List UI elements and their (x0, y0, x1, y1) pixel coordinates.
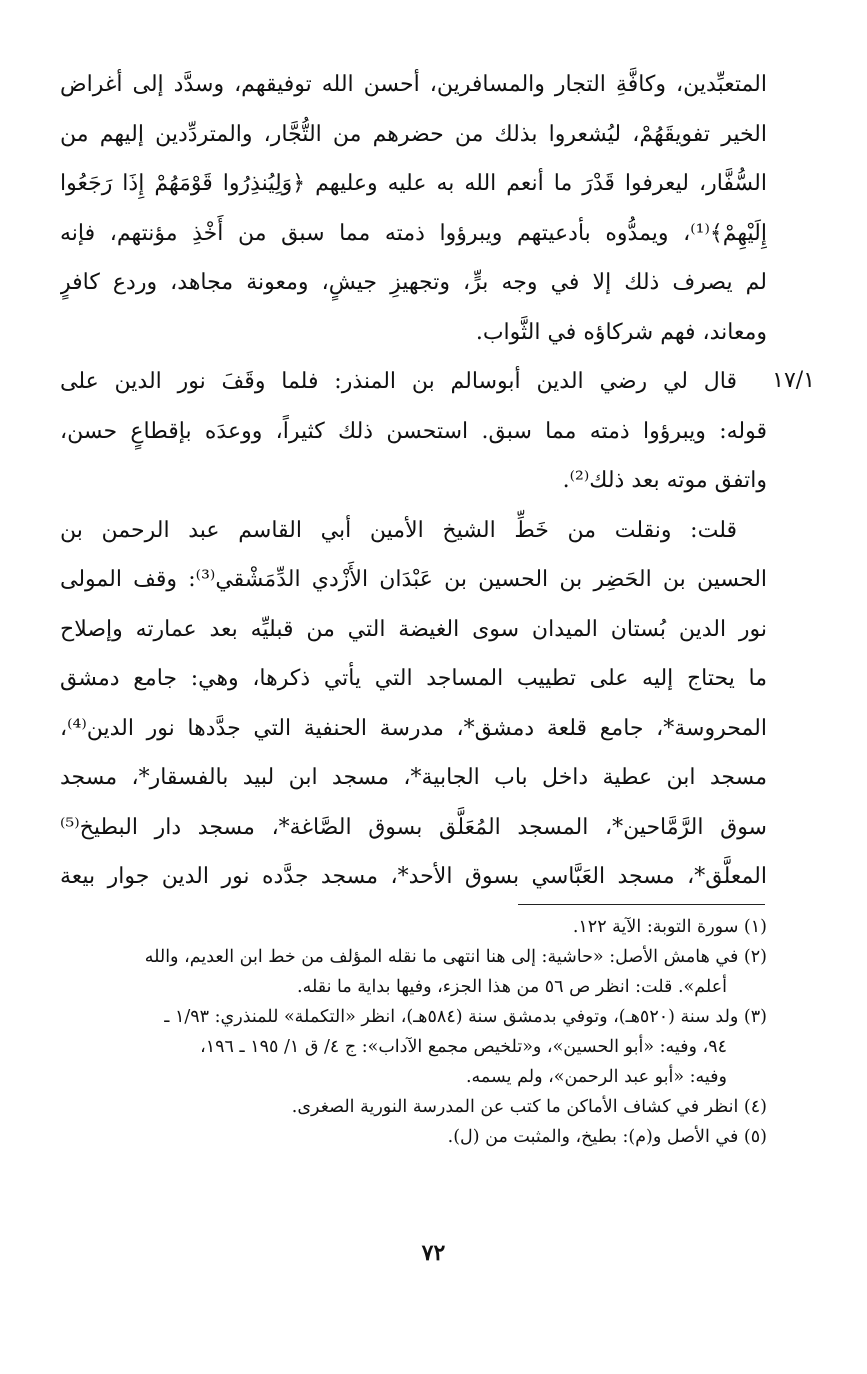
text-line: نور الدين بُستان الميدان سوى الغيضة التي من قبليِّه بعد عمارته وإصلاح (60, 616, 767, 642)
text-line: السُّفَّار، ليعرفوا قَدْرَ ما أنعم الله به عليه وعليهم ﴿وَلِيُنذِرُوا قَوْمَهُمْ إِذَا رَجَعُوا (60, 171, 767, 196)
footnote-line: (٤) انظر في كشاف الأماكن ما كتب عن المدرسة النورية الصغرى. (291, 1097, 767, 1117)
text-line: واتفق موته بعد ذلك⁽²⁾. (562, 468, 767, 493)
text-line: قلت: ونقلت من خَطِّ الشيخ الأمين أبي القاسم عبد الرحمن بن (60, 517, 737, 543)
footnote-line: ٩٤، وفيه: «أبو الحسين»، و«تلخيص مجمع الآداب»: ج ٤/ ق ١/ ١٩٥ ـ ١٩٦، (200, 1037, 727, 1057)
text-line: المعلَّق*، مسجد العَبَّاسي بسوق الأحد*، مسجد جدَّده نور الدين جوار بيعة (60, 864, 767, 889)
text-line: الخير تفويقَهُمْ، ليُشعروا بذلك من حضرهم من التُّجَّار، والمتردِّدين إليهم من (60, 121, 767, 147)
text-line: المتعبِّدين، وكافَّةِ التجار والمسافرين، أحسن الله توفيقهم، وسدَّد إلى أغراض (60, 72, 767, 97)
footnotes (60, 912, 767, 1152)
text-line: قال لي رضي الدين أبوسالم بن المنذر: فلما وقَفَ نور الدين على (60, 369, 737, 394)
text-line: ومعاند، فهم شركاؤه في الثَّواب. (475, 319, 767, 345)
text-line: ما يحتاج إليه على تطييب المساجد التي يأتي ذكرها، وهي: جامع دمشق (60, 666, 767, 691)
text-line: سوق الرَّمَّاحين*، المسجد المُعَلَّق بسوق الصَّاغة*، مسجد دار البطيخ⁽⁵⁾ (60, 814, 767, 840)
text-line: مسجد ابن عطية داخل باب الجابية*، مسجد ابن لبيد بالفسقار*، مسجد (60, 765, 767, 790)
text-line: قوله: ويبرؤوا ذمته مما سبق. استحسن ذلك كثيراً، ووعدَه بإقطاعٍ حسن، (60, 418, 767, 444)
footnote-line: (٣) ولد سنة (٥٢٠هـ)، وتوفي بدمشق سنة (٥٨٤هـ)، انظر «التكملة» للمنذري: ١/٩٣ ـ (164, 1007, 767, 1027)
footnote-line: (١) سورة التوبة: الآية ١٢٢. (572, 917, 767, 937)
footnote-divider (518, 904, 765, 905)
main-text (60, 60, 767, 902)
page-number: ٧٢ (421, 1240, 446, 1266)
footnote-line: (٢) في هامش الأصل: «حاشية: إلى هنا انتهى ما نقله المؤلف من خط ابن العديم، والله (144, 947, 767, 967)
text-line: إِلَيْهِمْ﴾⁽¹⁾، ويمدُّوه بأدعيتهم ويبرؤوا ذمته مما سبق من أَخْذِ مؤنتهم، فإنه (60, 220, 767, 246)
text-line: لم يصرف ذلك إلا في وجه برٍّ، وتجهيزِ جيشٍ، ومعونة مجاهد، وردع كافرٍ (60, 270, 767, 295)
footnote-line: أعلم». قلت: انظر ص ٥٦ من هذا الجزء، وفيها بداية ما نقله. (297, 977, 727, 997)
footnote-line: (٥) في الأصل و(م): بطيخ، والمثبت من (ل). (447, 1127, 767, 1147)
margin-reference: ١٧/١ (772, 368, 815, 393)
footnote-line: وفيه: «أبو عبد الرحمن»، ولم يسمه. (465, 1067, 727, 1087)
text-line: الحسين بن الحَضِر بن الحسين بن عَبْدَان الأَزْدي الدِّمَشْقي⁽³⁾: وقف المولى (60, 567, 767, 592)
text-line: المحروسة*، جامع قلعة دمشق*، مدرسة الحنفية التي جدَّدها نور الدين⁽⁴⁾، (60, 715, 767, 741)
